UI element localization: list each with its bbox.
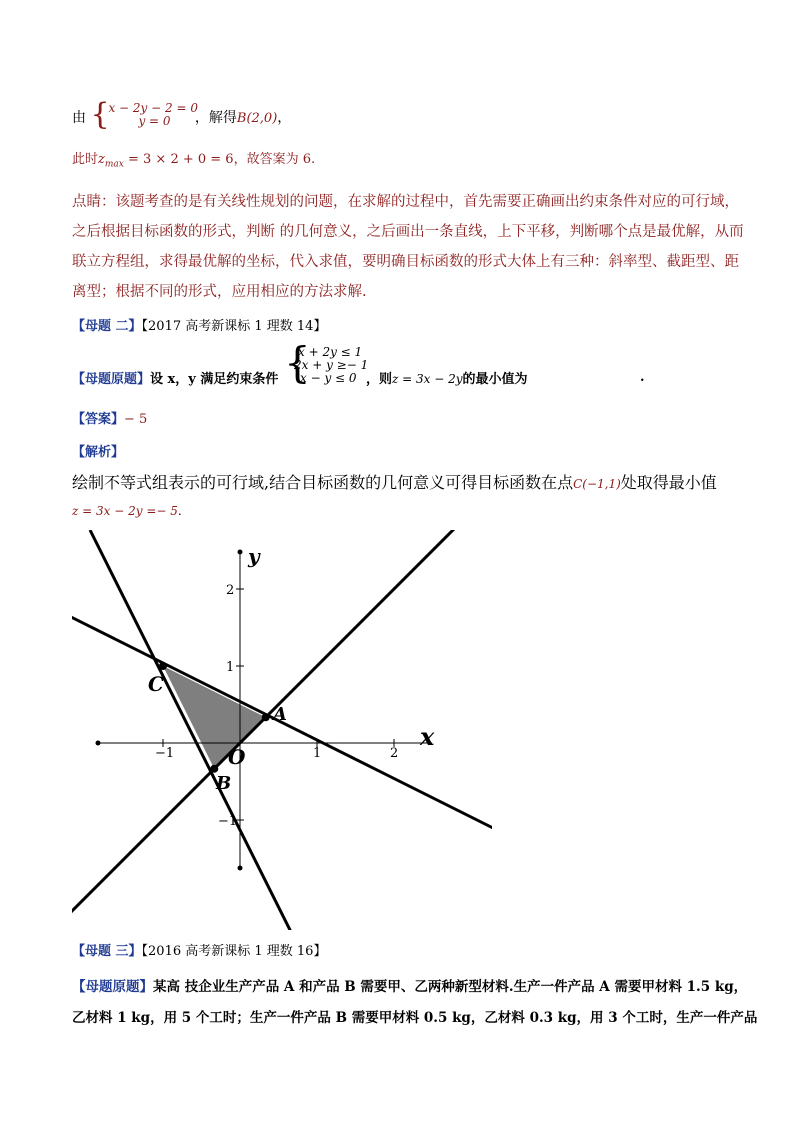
text: 绘制不等式组表示的可行域,结合目标函数的几何意义可得目标函数在点	[72, 473, 574, 492]
x-tick-label: 2	[390, 746, 399, 761]
question-3-header	[72, 940, 326, 959]
point-b	[210, 765, 218, 773]
question-tag: 【母题 三】	[72, 944, 142, 959]
math: z	[98, 152, 105, 167]
y-tick-label: −1	[218, 814, 238, 829]
question-tag: 【母题 二】	[72, 319, 142, 334]
text: 由	[72, 110, 86, 126]
text: 设 x，y 满足约束条件	[150, 372, 279, 387]
x-tick-label: −1	[155, 746, 175, 761]
tip-line: 联立方程组，求得最优解的坐标，代入求值，要明确目标函数的形式大体上有三种：斜率型、截距型、距	[72, 254, 739, 270]
text: 处取得最小值	[620, 473, 717, 492]
label-a: A	[273, 704, 287, 725]
label-b: B	[216, 773, 232, 794]
question-3-body	[72, 972, 757, 1034]
x-axis-label: x	[420, 722, 435, 751]
line-y-eq-x	[40, 523, 460, 943]
line-x-plus-2y	[40, 602, 500, 832]
orig-tag: 【母题原题】	[72, 372, 151, 387]
brace: {	[284, 338, 311, 387]
constraint: 2x + y ≥− 1	[294, 358, 369, 372]
text: ，解得	[194, 110, 237, 126]
feasible-region	[163, 666, 266, 769]
line-2x-plus-y	[90, 530, 300, 950]
x-tick-label: 1	[313, 746, 322, 761]
equation: x − 2y − 2 = 0	[108, 101, 198, 115]
label-c: C	[148, 672, 164, 696]
answer-tag: 【答案】	[72, 412, 125, 427]
y-axis-label: y	[248, 544, 260, 568]
text: ，故答案为 6.	[233, 152, 316, 167]
tip-line: 点睛：该题考查的是有关线性规划的问题，在求解的过程中，首先需要正确画出约束条件对应的可行域，	[72, 194, 739, 210]
text: 乙材料 1 kg，用 5 个工时；生产一件产品 B 需要甲材料 0.5 kg，乙材料 0.3 kg，用 3 个工时，生产一件产品	[72, 1010, 758, 1026]
math: = 3 × 2 + 0 = 6	[123, 152, 234, 167]
math: z = 3x − 2y	[392, 372, 463, 386]
math: z = 3x − 2y =− 5	[72, 504, 178, 518]
text: 此时	[72, 152, 99, 167]
analysis-tag: 【解析】	[72, 445, 125, 460]
tip-line: 之后根据目标函数的形式，判断 的几何意义，之后画出一条直线，上下平移，判断哪个点是最优解，从而	[72, 224, 744, 240]
math: C(−1,1)	[573, 477, 621, 491]
text: 的最小值为	[462, 372, 528, 387]
text: .	[177, 504, 182, 518]
axis-end-dot	[96, 741, 101, 746]
label-origin: O	[228, 745, 246, 769]
text: ，	[277, 110, 292, 126]
question-source: 【2017 高考新课标 1 理数 14】	[141, 319, 327, 334]
blank-end: .	[640, 370, 645, 385]
axis-end-dot	[238, 550, 243, 555]
answer-value: − 5	[124, 412, 148, 427]
question-source: 【2016 高考新课标 1 理数 16】	[141, 944, 327, 959]
orig-tag: 【母题原题】	[72, 979, 153, 995]
y-tick-label: 1	[226, 660, 235, 675]
point-c	[159, 662, 167, 670]
math: B(2,0)	[236, 111, 278, 126]
constraint: x − y ≤ 0	[300, 371, 357, 385]
constraint: x + 2y ≤ 1	[298, 345, 363, 359]
text: ，则	[366, 372, 393, 387]
tip-line: 离型；根据不同的形式，应用相应的方法求解.	[72, 284, 367, 300]
text: 某高 技企业生产产品 A 和产品 B 需要甲、乙两种新型材料.生产一件产品 A 需要甲材料 1.5 kg，	[153, 979, 748, 995]
math: max	[104, 159, 124, 170]
y-tick-label: 2	[226, 583, 235, 598]
axis-end-dot	[238, 866, 243, 871]
brace: {	[90, 97, 110, 132]
equation: y = 0	[138, 114, 171, 128]
point-a	[262, 713, 270, 721]
